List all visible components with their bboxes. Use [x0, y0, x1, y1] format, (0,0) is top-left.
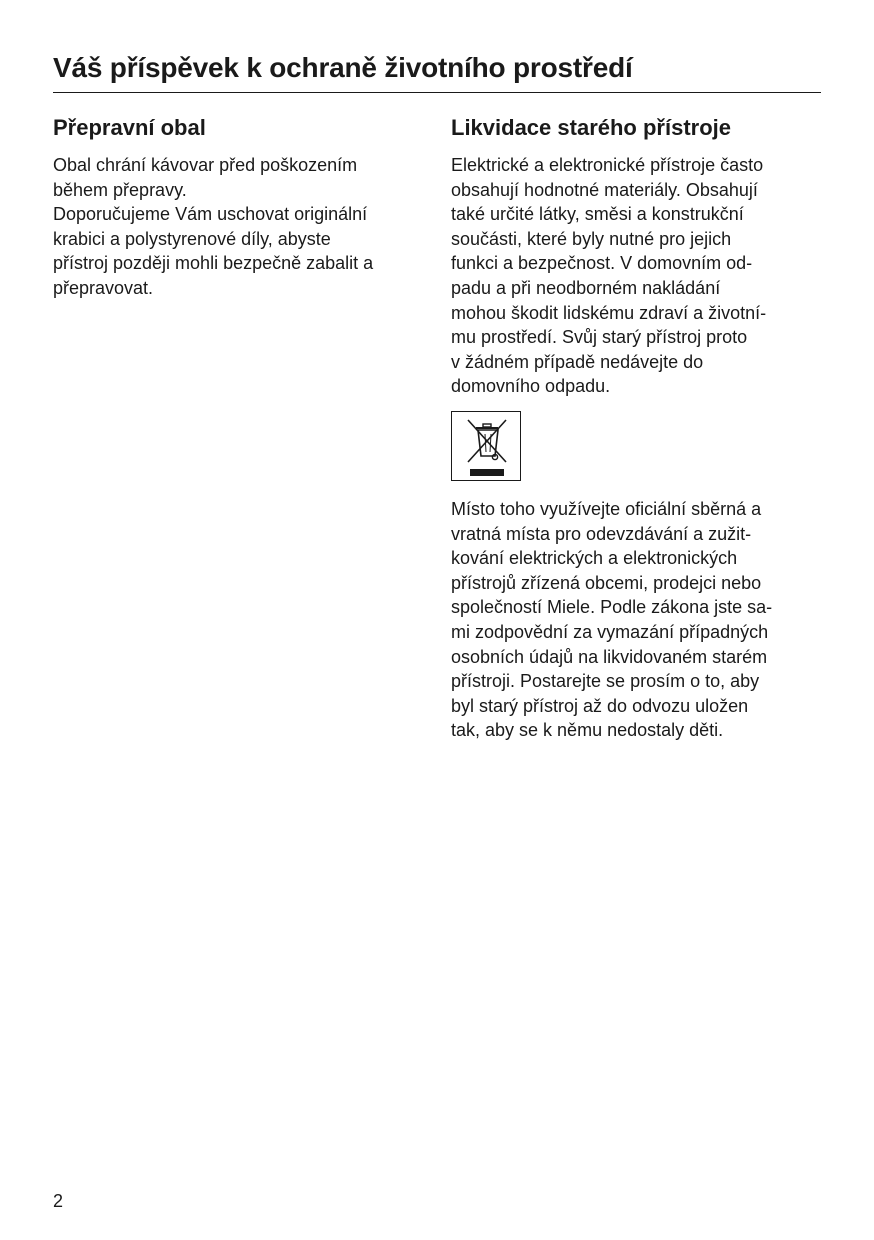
transport-packaging-text: Obal chrání kávovar před poškozením během přepravy. Doporučujeme Vám uschovat originální krabici a polystyrenové díly, abyste přístroj později mohli bezpečně zabalit a přepravovat. [53, 155, 374, 298]
appliance-disposal-text-2: Místo toho využívejte oficiální sběrná a vratná místa pro odevzdávání a zužit- kování elektrických a elektronických přístrojů zřízená obcemi, prodejci nebo společností Miele. Podle zákona jste sa- mi zodpovědní za vymazání případných osobních údajů na likvidovaném starém přístroji. Postarejte se prosím o to, aby byl starý přístroj až do odvozu uložen tak, aby se k němu nedostaly děti. [451, 498, 773, 741]
appliance-disposal-text-1: Elektrické a elektronické přístroje často obsahují hodnotné materiály. Obsahují také určité látky, směsi a konstrukční součásti, které byly nutné pro jejich funkci a bezpečnost. V domovním od- padu a při neodborném nakládání mohou škodit lidskému zdraví a životní- mu prostředí. Svůj starý přístroj proto v žádném případě nedávejte do domovního odpadu. [451, 155, 767, 397]
title-divider [53, 92, 821, 93]
appliance-disposal-heading: Likvidace starého přístroje [451, 115, 731, 140]
page-number: 2 [53, 1191, 64, 1211]
crossed-out-wheelie-bin-icon [451, 411, 521, 481]
transport-packaging-heading: Přepravní obal [53, 115, 206, 140]
appliance-disposal-section [451, 112, 826, 743]
page-title: Váš příspěvek k ochraně životního prostředí [53, 52, 633, 83]
transport-packaging-section [53, 112, 433, 301]
